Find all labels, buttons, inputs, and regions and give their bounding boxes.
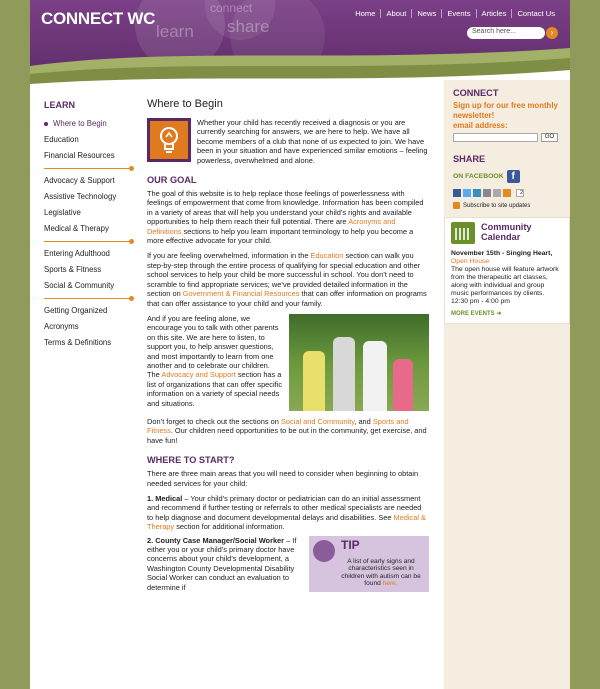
nav-item-getting-organized[interactable]: Getting Organized — [44, 306, 108, 315]
nav-home[interactable]: Home — [355, 9, 376, 18]
share-heading: SHARE — [453, 154, 486, 164]
newsletter-form — [453, 133, 562, 142]
header-word-connect: connect — [210, 1, 253, 15]
community-calendar — [444, 217, 570, 324]
goal-paragraph-1: The goal of this website is to help replace those feelings of powerlessness with feelings of empowerment that come from knowledge. Information has been compiled in a variety of areas that will help you understand your child’s rights and available opportunities to help them reach their full potential. There are Acronyms and Definitions sections to help you learn important terminology to help you become a more effective advocate for your child. — [147, 189, 424, 246]
event-time: 12:30 pm - 4:00 pm — [451, 298, 510, 305]
facebook-share-icon[interactable] — [453, 189, 461, 197]
twitter-share-icon[interactable] — [463, 189, 471, 197]
more-share-icon[interactable] — [503, 189, 511, 197]
nav-news[interactable]: News — [411, 9, 441, 18]
nav-about[interactable]: About — [380, 9, 411, 18]
linkedin-share-icon[interactable] — [473, 189, 481, 197]
search-input[interactable]: Search here... — [467, 27, 545, 39]
nav-item-assistive-technology[interactable]: Assistive Technology — [44, 192, 117, 201]
nav-heading: LEARN — [44, 100, 75, 110]
share-icons — [453, 189, 562, 197]
checkout-paragraph: Don’t forget to check out the sections on Social and Community, and Sports and Fitness. Our children need opportunities to be out in the community, get exercise, and have fun! — [147, 416, 427, 445]
intro-paragraph: Whether your child has recently received a diagnosis or you are currently searching for answers, we are here to help. We have all become members of a club that none of us expected to join. We have been in your situation and have experienced similar emotions – feeling powerless, overwhelmed and alone. — [197, 118, 428, 165]
calendar-title: Community Calendar — [481, 222, 532, 242]
site-header — [30, 0, 570, 90]
nav-divider — [44, 298, 132, 299]
nav-item-medical-therapy[interactable]: Medical & Therapy — [44, 224, 109, 233]
rss-icon — [453, 202, 460, 209]
email-share-icon[interactable] — [483, 189, 491, 197]
kids-photo — [289, 314, 429, 411]
calendar-event: November 15th - Singing Heart, Open House The open house will feature artwork from the therapeutic art classes, along with individual and group music performances by clients. 12:30 pm - 4:00 pm — [451, 250, 559, 305]
county-paragraph: 2. County Case Manager/Social Worker – If either you or your child’s primary doctor have concerns about your child’s development, a Washington County Developmental Disability Social Worker can conduct an evaluation to determine if — [147, 535, 297, 592]
left-nav — [44, 100, 144, 351]
nav-item-education[interactable]: Education — [44, 135, 79, 144]
more-events-link[interactable]: MORE EVENTS ➜ — [451, 311, 502, 317]
tip-here-link[interactable]: here. — [382, 580, 398, 588]
calendar-icon — [451, 222, 475, 244]
right-sidebar — [444, 80, 570, 689]
active-bullet-icon — [44, 122, 48, 126]
alone-section — [147, 314, 429, 411]
subscribe-link[interactable]: Subscribe to site updates — [453, 202, 562, 209]
facebook-label[interactable]: ON FACEBOOK — [453, 173, 504, 180]
medical-therapy-link[interactable]: Medical & Therapy — [147, 512, 426, 532]
event-description: The open house will feature artwork from the therapeutic art classes, along with individual and group music performances by clients. — [451, 266, 559, 297]
lightbulb-icon — [147, 118, 191, 162]
email-label: email address: — [453, 121, 508, 130]
tip-title: TIP — [341, 537, 360, 552]
nav-contact-us[interactable]: Contact Us — [511, 9, 560, 18]
nav-divider — [44, 168, 132, 169]
nav-events[interactable]: Events — [441, 9, 475, 18]
nav-item-entering-adulthood[interactable]: Entering Adulthood — [44, 249, 110, 258]
email-field[interactable] — [453, 133, 538, 142]
tip-text: A list of early signs and characteristics seen in children with autism can be found here. — [341, 557, 421, 588]
header-word-learn: learn — [156, 22, 194, 41]
main-content — [147, 98, 429, 592]
signup-text: Sign up for our free monthly newsletter! — [453, 101, 558, 120]
connect-heading: CONNECT — [453, 88, 499, 98]
alone-paragraph: And if you are feeling alone, we encourage you to talk with other parents on this site. We are here to listen, to support you, to help answer questions, and most importantly to learn from one another and to celebrate our children. The Advocacy and Support section has a list of organizations that can offer specific information on a variety of special needs and situations. — [147, 313, 283, 408]
gov-financial-link[interactable]: Government & Financial Resources — [182, 289, 300, 299]
sports-fitness-link[interactable]: Sports and Fitness — [147, 416, 409, 436]
top-nav — [350, 9, 560, 18]
where-to-start-heading: WHERE TO START? — [147, 455, 235, 466]
tip-bulb-icon — [313, 540, 335, 562]
search-icon[interactable]: › — [546, 27, 558, 39]
nav-item-terms-definitions[interactable]: Terms & Definitions — [44, 338, 112, 347]
nav-item-financial-resources[interactable]: Financial Resources — [44, 151, 115, 160]
print-share-icon[interactable] — [493, 189, 501, 197]
nav-divider — [44, 241, 132, 242]
nav-item-social-community[interactable]: Social & Community — [44, 281, 115, 290]
tip-box — [309, 536, 429, 592]
page — [30, 0, 570, 689]
arrow-right-icon: ➜ — [496, 311, 502, 317]
education-link[interactable]: Education — [310, 251, 344, 261]
goal-paragraph-2: If you are feeling overwhelmed, information in the Education section can walk you step-by-step through the entire process of qualifying for special education and other school services to help your child be more successful in school. You don’t need to scramble to find appropriate services; we’ve provided detailed information in the section on Government & Financial Resources that can offer information on programs that can offer assistance to your child and your family. — [147, 251, 427, 308]
facebook-icon[interactable]: f — [507, 170, 520, 183]
page-title: Where to Begin — [147, 98, 223, 110]
nav-articles[interactable]: Articles — [476, 9, 512, 18]
go-button[interactable]: GO — [541, 133, 558, 142]
nav-item-where-to-begin[interactable]: Where to Begin — [44, 116, 144, 132]
advocacy-support-link[interactable]: Advocacy and Support — [161, 370, 236, 380]
facebook-row[interactable] — [453, 170, 562, 183]
our-goal-heading: OUR GOAL — [147, 175, 197, 186]
nav-item-sports-fitness[interactable]: Sports & Fitness — [44, 265, 102, 274]
county-section — [147, 536, 429, 592]
open-house-link[interactable]: Open House — [451, 258, 490, 265]
medical-paragraph: 1. Medical – Your child’s primary doctor or pediatrician can do an initial assessment and recommend if further testing or referrals to other medical specialists are needed to help diagnose and document developmental delays and disabilities. See Medical & Therapy section for additional information. — [147, 493, 426, 532]
header-word-share: share — [227, 17, 270, 36]
social-community-link[interactable]: Social and Community — [280, 416, 355, 426]
acronyms-definitions-link[interactable]: Acronyms and Definitions — [147, 217, 396, 236]
start-intro: There are three main areas that you will need to consider when beginning to obtain needed services for your child: — [147, 469, 419, 488]
intro-section — [147, 118, 429, 165]
nav-item-legislative[interactable]: Legislative — [44, 208, 81, 217]
nav-item-advocacy-support[interactable]: Advocacy & Support — [44, 176, 115, 185]
share-count: 2 — [516, 189, 524, 197]
nav-item-acronyms[interactable]: Acronyms — [44, 322, 79, 331]
site-logo[interactable]: CONNECT WC — [41, 9, 156, 28]
